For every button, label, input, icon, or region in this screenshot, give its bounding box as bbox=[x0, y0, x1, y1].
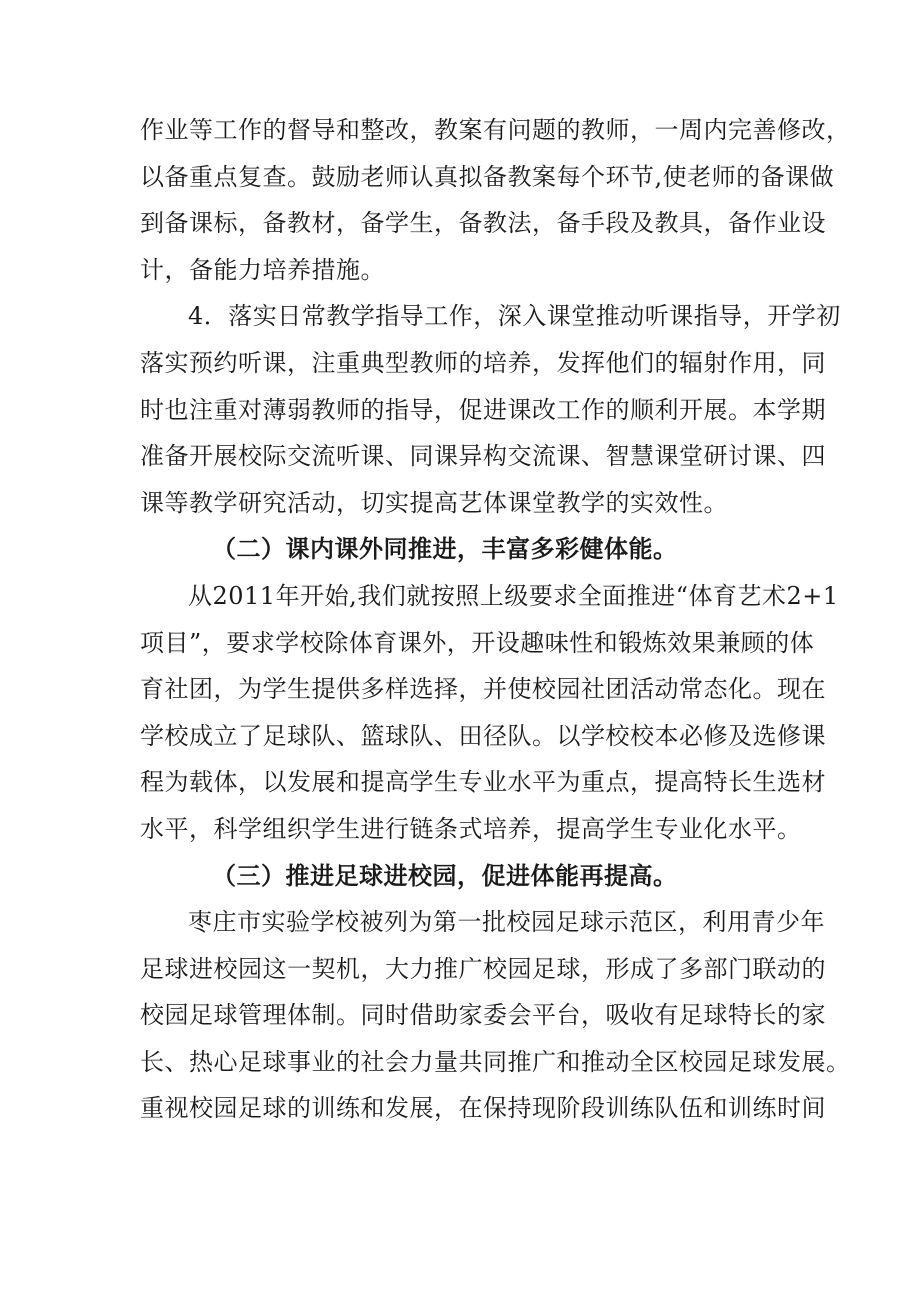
text-line: 计，备能力培养措施。 bbox=[140, 255, 385, 284]
text-line: 长、热心足球事业的社会力量共同推广和推动全区校园足球发展。 bbox=[140, 1047, 851, 1076]
text-line: 到备课标，备教材，备学生，备教法，备手段及教具，备作业设 bbox=[140, 209, 826, 238]
text-line: 落实预约听课，注重典型教师的培养，发挥他们的辐射作用，同 bbox=[140, 348, 826, 377]
text-line: 课等教学研究活动，切实提高艺体课堂教学的实效性。 bbox=[140, 488, 728, 517]
text-line: 4．落实日常教学指导工作，深入课堂推动听课指导，开学初 bbox=[188, 302, 841, 331]
text-line: 作业等工作的督导和整改，教案有问题的教师，一周内完善修改， bbox=[140, 116, 851, 144]
paragraph-teaching-guidance bbox=[140, 298, 841, 520]
text-line: 育社团，为学生提供多样选择，并使校园社团活动常态化。现在 bbox=[140, 675, 826, 704]
text-line: 程为载体，以发展和提高学生专业水平为重点，提高特长生选材 bbox=[140, 768, 826, 797]
text-line: 重视校园足球的训练和发展，在保持现阶段训练队伍和训练时间 bbox=[140, 1094, 826, 1123]
text-line: 枣庄市实验学校被列为第一批校园足球示范区，利用青少年 bbox=[188, 908, 825, 937]
text-line: 以备重点复查。鼓励老师认真拟备教案每个环节,使老师的备课做 bbox=[140, 162, 835, 191]
text-line: 项目”，要求学校除体育课外，开设趣味性和锻炼效果兼顾的体 bbox=[140, 628, 815, 657]
paragraph-sports-clubs bbox=[140, 578, 839, 847]
text-line: 学校成立了足球队、篮球队、田径队。以学校校本必修及选修课 bbox=[140, 721, 826, 750]
text-line: 水平，科学组织学生进行链条式培养，提高学生专业化水平。 bbox=[140, 814, 802, 843]
section-heading-2: （二）课内课外同推进，丰富多彩健体能。 bbox=[212, 534, 678, 564]
text-line: 校园足球管理体制。同时借助家委会平台，吸收有足球特长的家 bbox=[140, 1001, 826, 1030]
section-heading-3: （三）推进足球进校园，促进体能再提高。 bbox=[212, 860, 678, 890]
text-line: 时也注重对薄弱教师的指导，促进课改工作的顺利开展。本学期 bbox=[140, 395, 826, 424]
paragraph-lesson-plan bbox=[140, 112, 851, 288]
text-line: 准备开展校际交流听课、同课异构交流课、智慧课堂研讨课、四 bbox=[140, 442, 826, 471]
text-line: 从2011年开始,我们就按照上级要求全面推进“体育艺术2+1 bbox=[188, 581, 839, 610]
paragraph-campus-football bbox=[140, 904, 851, 1126]
text-line: 足球进校园这一契机，大力推广校园足球，形成了多部门联动的 bbox=[140, 954, 826, 983]
document-page bbox=[140, 112, 851, 1137]
